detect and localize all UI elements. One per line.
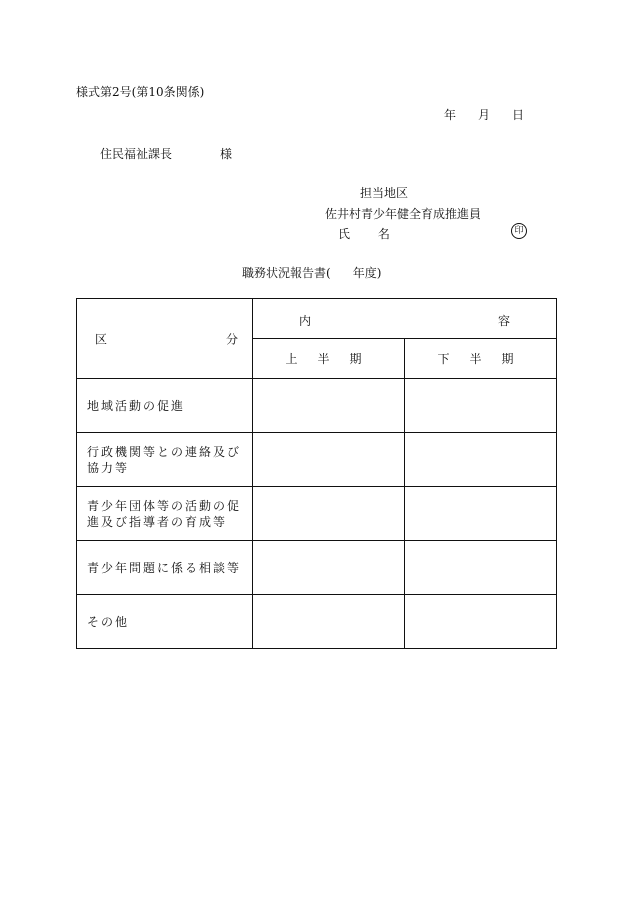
category-header-left: 区 xyxy=(95,332,108,346)
row-label: 青少年団体等の活動の促進及び指導者の育成等 xyxy=(77,487,253,541)
form-number: 様式第2号(第10条関係) xyxy=(76,85,205,99)
date-day-label: 日 xyxy=(512,108,525,122)
second-half-cell[interactable] xyxy=(405,379,557,433)
table-row xyxy=(77,595,557,649)
addressee-title: 住民福祉課長 xyxy=(100,147,173,161)
second-half-cell[interactable] xyxy=(405,595,557,649)
first-half-cell[interactable] xyxy=(253,433,405,487)
category-header-right: 分 xyxy=(225,332,238,346)
row-label: 行政機関等との連絡及び協力等 xyxy=(77,433,253,487)
category-header xyxy=(77,299,253,379)
first-half-cell[interactable] xyxy=(253,595,405,649)
row-label: 地域活動の促進 xyxy=(77,379,253,433)
second-half-header: 下半期 xyxy=(405,339,557,379)
second-half-cell[interactable] xyxy=(405,433,557,487)
row-label: その他 xyxy=(77,595,253,649)
first-half-cell[interactable] xyxy=(253,487,405,541)
area-label: 担当地区 xyxy=(360,186,409,200)
first-half-cell[interactable] xyxy=(253,379,405,433)
date-year-label: 年 xyxy=(444,108,457,122)
first-half-cell[interactable] xyxy=(253,541,405,595)
report-title-main: 職務状況報告書( xyxy=(242,266,331,280)
table-row xyxy=(77,541,557,595)
row-label: 青少年問題に係る相談等 xyxy=(77,541,253,595)
table-row xyxy=(77,433,557,487)
name-label: 氏 名 xyxy=(338,227,402,241)
seal-mark: 印 xyxy=(511,223,527,239)
second-half-cell[interactable] xyxy=(405,541,557,595)
content-header-right: 容 xyxy=(497,314,510,328)
report-title-year: 年度) xyxy=(352,266,382,280)
table-row xyxy=(77,487,557,541)
date-line xyxy=(444,106,524,123)
content-header xyxy=(253,299,557,339)
table-header-row xyxy=(77,299,557,339)
date-month-label: 月 xyxy=(478,108,491,122)
content-header-left: 内 xyxy=(299,314,312,328)
table-row xyxy=(77,379,557,433)
organization-label: 佐井村青少年健全育成推進員 xyxy=(325,207,482,221)
first-half-header: 上半期 xyxy=(253,339,405,379)
addressee-honorific: 様 xyxy=(220,147,233,161)
second-half-cell[interactable] xyxy=(405,487,557,541)
addressee xyxy=(100,145,232,162)
report-title xyxy=(242,264,381,281)
report-table xyxy=(76,298,557,649)
